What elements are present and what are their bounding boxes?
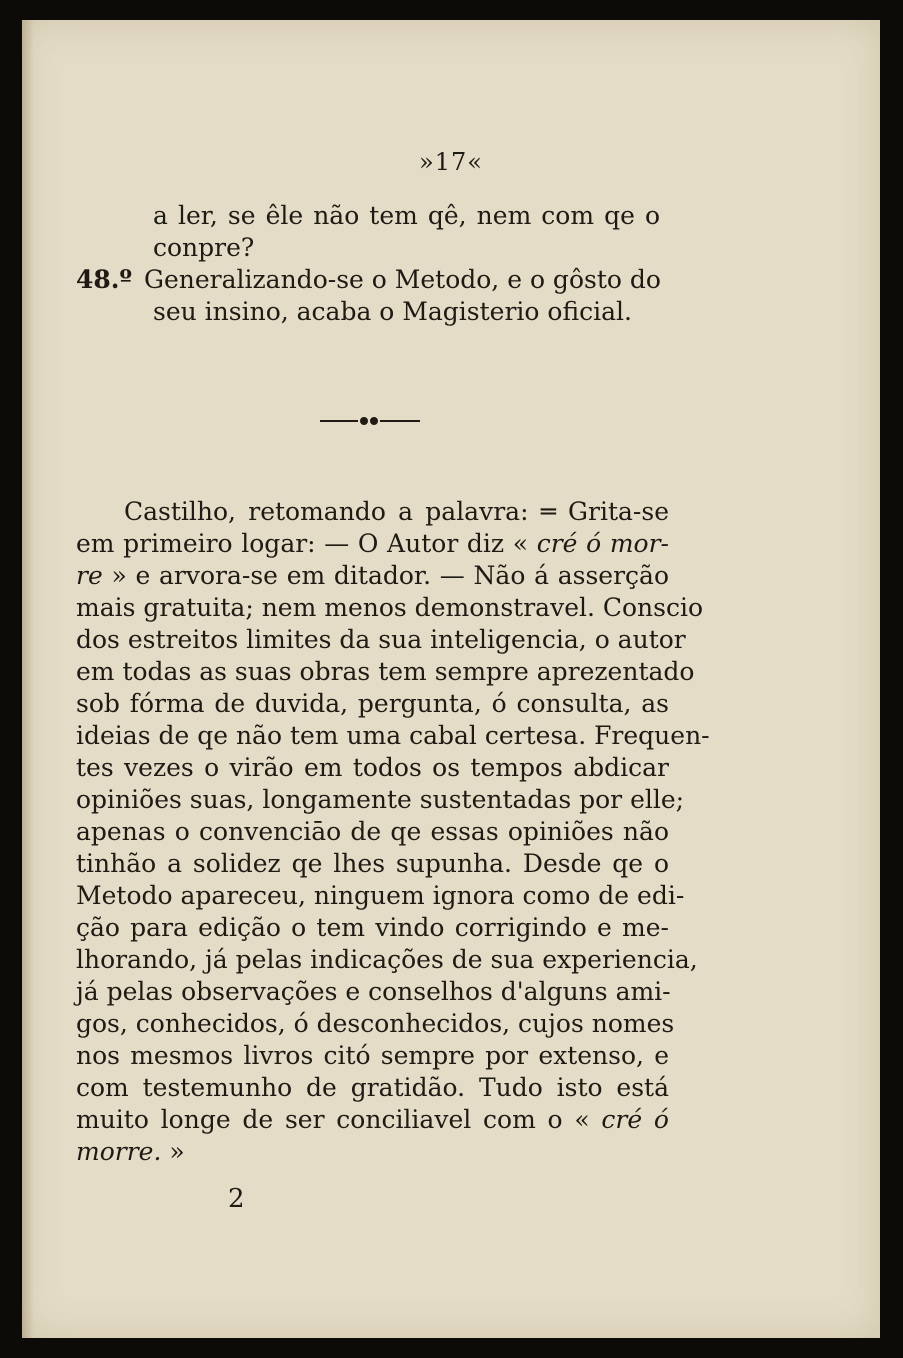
paragraph-line-9: tes vezes o virão em todos os tempos abdicar	[76, 753, 669, 782]
page-number: »17«	[419, 148, 483, 176]
page-number-ornament-right: «	[467, 148, 483, 176]
paragraph-line-4: mais gratuita; nem menos demonstravel. Conscio	[76, 593, 704, 622]
signature-mark: 2	[228, 1184, 245, 1214]
book-page	[22, 20, 880, 1338]
paragraph-line-21: morre. »	[76, 1137, 185, 1166]
page-spine-shadow	[22, 20, 34, 1338]
top-line-2: conpre?	[153, 233, 255, 262]
paragraph-line-8: ideias de qe não tem uma cabal certesa. Frequen-	[76, 721, 710, 750]
paragraph-line-18: nos mesmos livros citó sempre por extenso, e	[76, 1041, 669, 1070]
paragraph-line-6: em todas as suas obras tem sempre aprezentado	[76, 657, 695, 686]
section-divider-ornament	[320, 414, 420, 428]
paragraph-line-11: apenas o convenciāo de qe essas opiniões não	[76, 817, 669, 846]
paragraph-line-12: tinhão a solidez qe lhes supunha. Desde qe o	[76, 849, 669, 878]
paragraph-line-7: sob fórma de duvida, pergunta, ó consulta, as	[76, 689, 669, 718]
paragraph-line-13: Metodo apareceu, ninguem ignora como de edi-	[76, 881, 685, 910]
paragraph-line-2: em primeiro logar: — O Autor diz « cré ó mor-	[76, 529, 669, 558]
paragraph-line-3: re » e arvora-se em ditador. — Não á asserção	[76, 561, 669, 590]
paragraph-line-10: opiniões suas, longamente sustentadas por elle;	[76, 785, 685, 814]
paragraph-line-15: lhorando, já pelas indicações de sua experiencia,	[76, 945, 698, 974]
top-line-3: Generalizando-se o Metodo, e o gôsto do	[144, 265, 661, 294]
top-line-1: a ler, se êle não tem qê, nem com qe o	[153, 201, 660, 230]
paragraph-line-20: muito longe de ser conciliavel com o « cré ó	[76, 1105, 669, 1134]
page-number-ornament-left: »	[419, 148, 435, 176]
paragraph-line-17: gos, conhecidos, ó desconhecidos, cujos nomes	[76, 1009, 675, 1038]
paragraph-line-19: com testemunho de gratidão. Tudo isto está	[76, 1073, 669, 1102]
paragraph-line-14: ção para edição o tem vindo corrigindo e me-	[76, 913, 669, 942]
top-line-4: seu insino, acaba o Magisterio oficial.	[153, 297, 632, 326]
item-number: 48.º	[76, 265, 132, 294]
paragraph-line-5: dos estreitos limites da sua inteligencia, o autor	[76, 625, 686, 654]
paragraph-line-1: Castilho, retomando a palavra: ═ Grita-se	[124, 497, 669, 526]
paragraph-line-16: já pelas observações e conselhos d'alguns ami-	[76, 977, 671, 1006]
